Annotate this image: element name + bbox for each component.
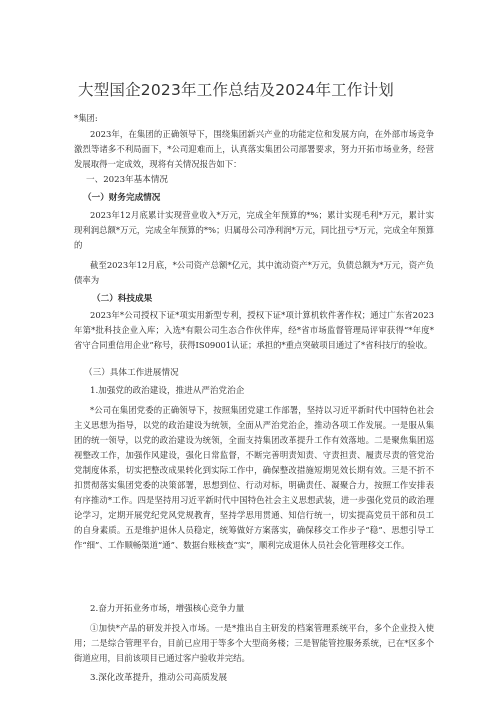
document-title: 大型国企2023年工作总结及2024年工作计划 bbox=[78, 81, 394, 99]
subheading-tech: （二）科技成果 bbox=[92, 294, 153, 304]
item-2-body: ①加快*产品的研发并投入市场。一是*推出自主研发的档案管理系统平台，多个企业投入使用；二是综合管理平台，目前已应用于等多个大型商务楼；三是智能管控服务系统，已在*区多个街道应用，目前该项目已通过客户验收并完结。 bbox=[74, 623, 434, 663]
item-2-title: 2.奋力开拓业务市场，增强核心竞争力量 bbox=[90, 604, 245, 614]
item-1-body: *公司在集团党委的正确领导下，按照集团党建工作部署，坚持以习近平新时代中国特色社会主义思想为指导，以党的政治建设为统领，全面从严治党治企，推动各项工作发展。一是服从集团的统一领导，以党的政治建设为统领，全面支持集团改革提升工作有效落地。二是聚焦集团巡视整改工作，加强作风建设，强化日常监督，不断完善明责知责、守责担责、履责尽责的管党治党制度体系，切实把整改成果转化到实际工作中，确保整改措施短期见效长期有效。三是不折不扣贯彻落实集团党委的决策部署，思想到位、行动对标，明确责任、凝聚合力，按照工作安排表有序推动*工作。四是坚持用习近平新时代中国特色社会主义思想武装，进一步强化党员的政治理论学习，定期开展党纪党风党规教育，坚持学思用贯通、知信行统一，切实提高党员干部和员工的自身素质。五是维护退休人员稳定，统筹做好方案落实，确保移交工作步子“稳”、思想引导工作“细”、工作顺畅渠道“通”、数据台账核查“实”，顺利完成退休人员社会化管理移交工作。 bbox=[74, 405, 434, 550]
finance-paragraph-2: 截至2023年12月底，*公司资产总额*亿元，其中流动资产*万元，负债总额为*万元，资产负债率为 bbox=[74, 260, 434, 285]
subheading-finance: （一）财务完成情况 bbox=[83, 193, 161, 203]
section-heading-1: 一、2023年基本情况 bbox=[86, 175, 169, 185]
item-1-title: 1.加强党的政治建设，推进从严治党治企 bbox=[90, 386, 245, 396]
finance-paragraph-1: 2023年12月底累计实现营业收入*万元，完成全年预算的*%；累计实现毛利*万元，累计实现利润总额*万元，完成全年预算的*%；归属母公司净利润*万元，同比扭亏*万元，完成全年预算的 bbox=[74, 210, 434, 250]
item-3-title: 3.深化改革提升，推动公司高质发展 bbox=[90, 673, 228, 683]
intro-paragraph: 2023年，在集团的正确领导下，围绕集团新兴产业的功能定位和发展方向，在外部市场竞争激烈等诸多不利局面下，*公司迎难而上，认真落实集团公司部署要求，努力开拓市场业务，经营发展取得一定成效，现将有关情况报告如下： bbox=[74, 129, 434, 169]
greeting: *集团: bbox=[74, 113, 98, 123]
subheading-progress: （三）具体工作进展情况 bbox=[84, 368, 179, 378]
tech-paragraph: 2023年*公司授权下证*项实用新型专利，授权下证*项计算机软件著作权；通过广东省2023年第*批科技企业入库；入选*有限公司生态合作伙伴库，经*省市场监督管理局评审获得“*年度*省守合同重信用企业”称号，获得IS09001认证；承担的*重点突破项目通过了*省科技厅的验收。 bbox=[74, 310, 434, 350]
